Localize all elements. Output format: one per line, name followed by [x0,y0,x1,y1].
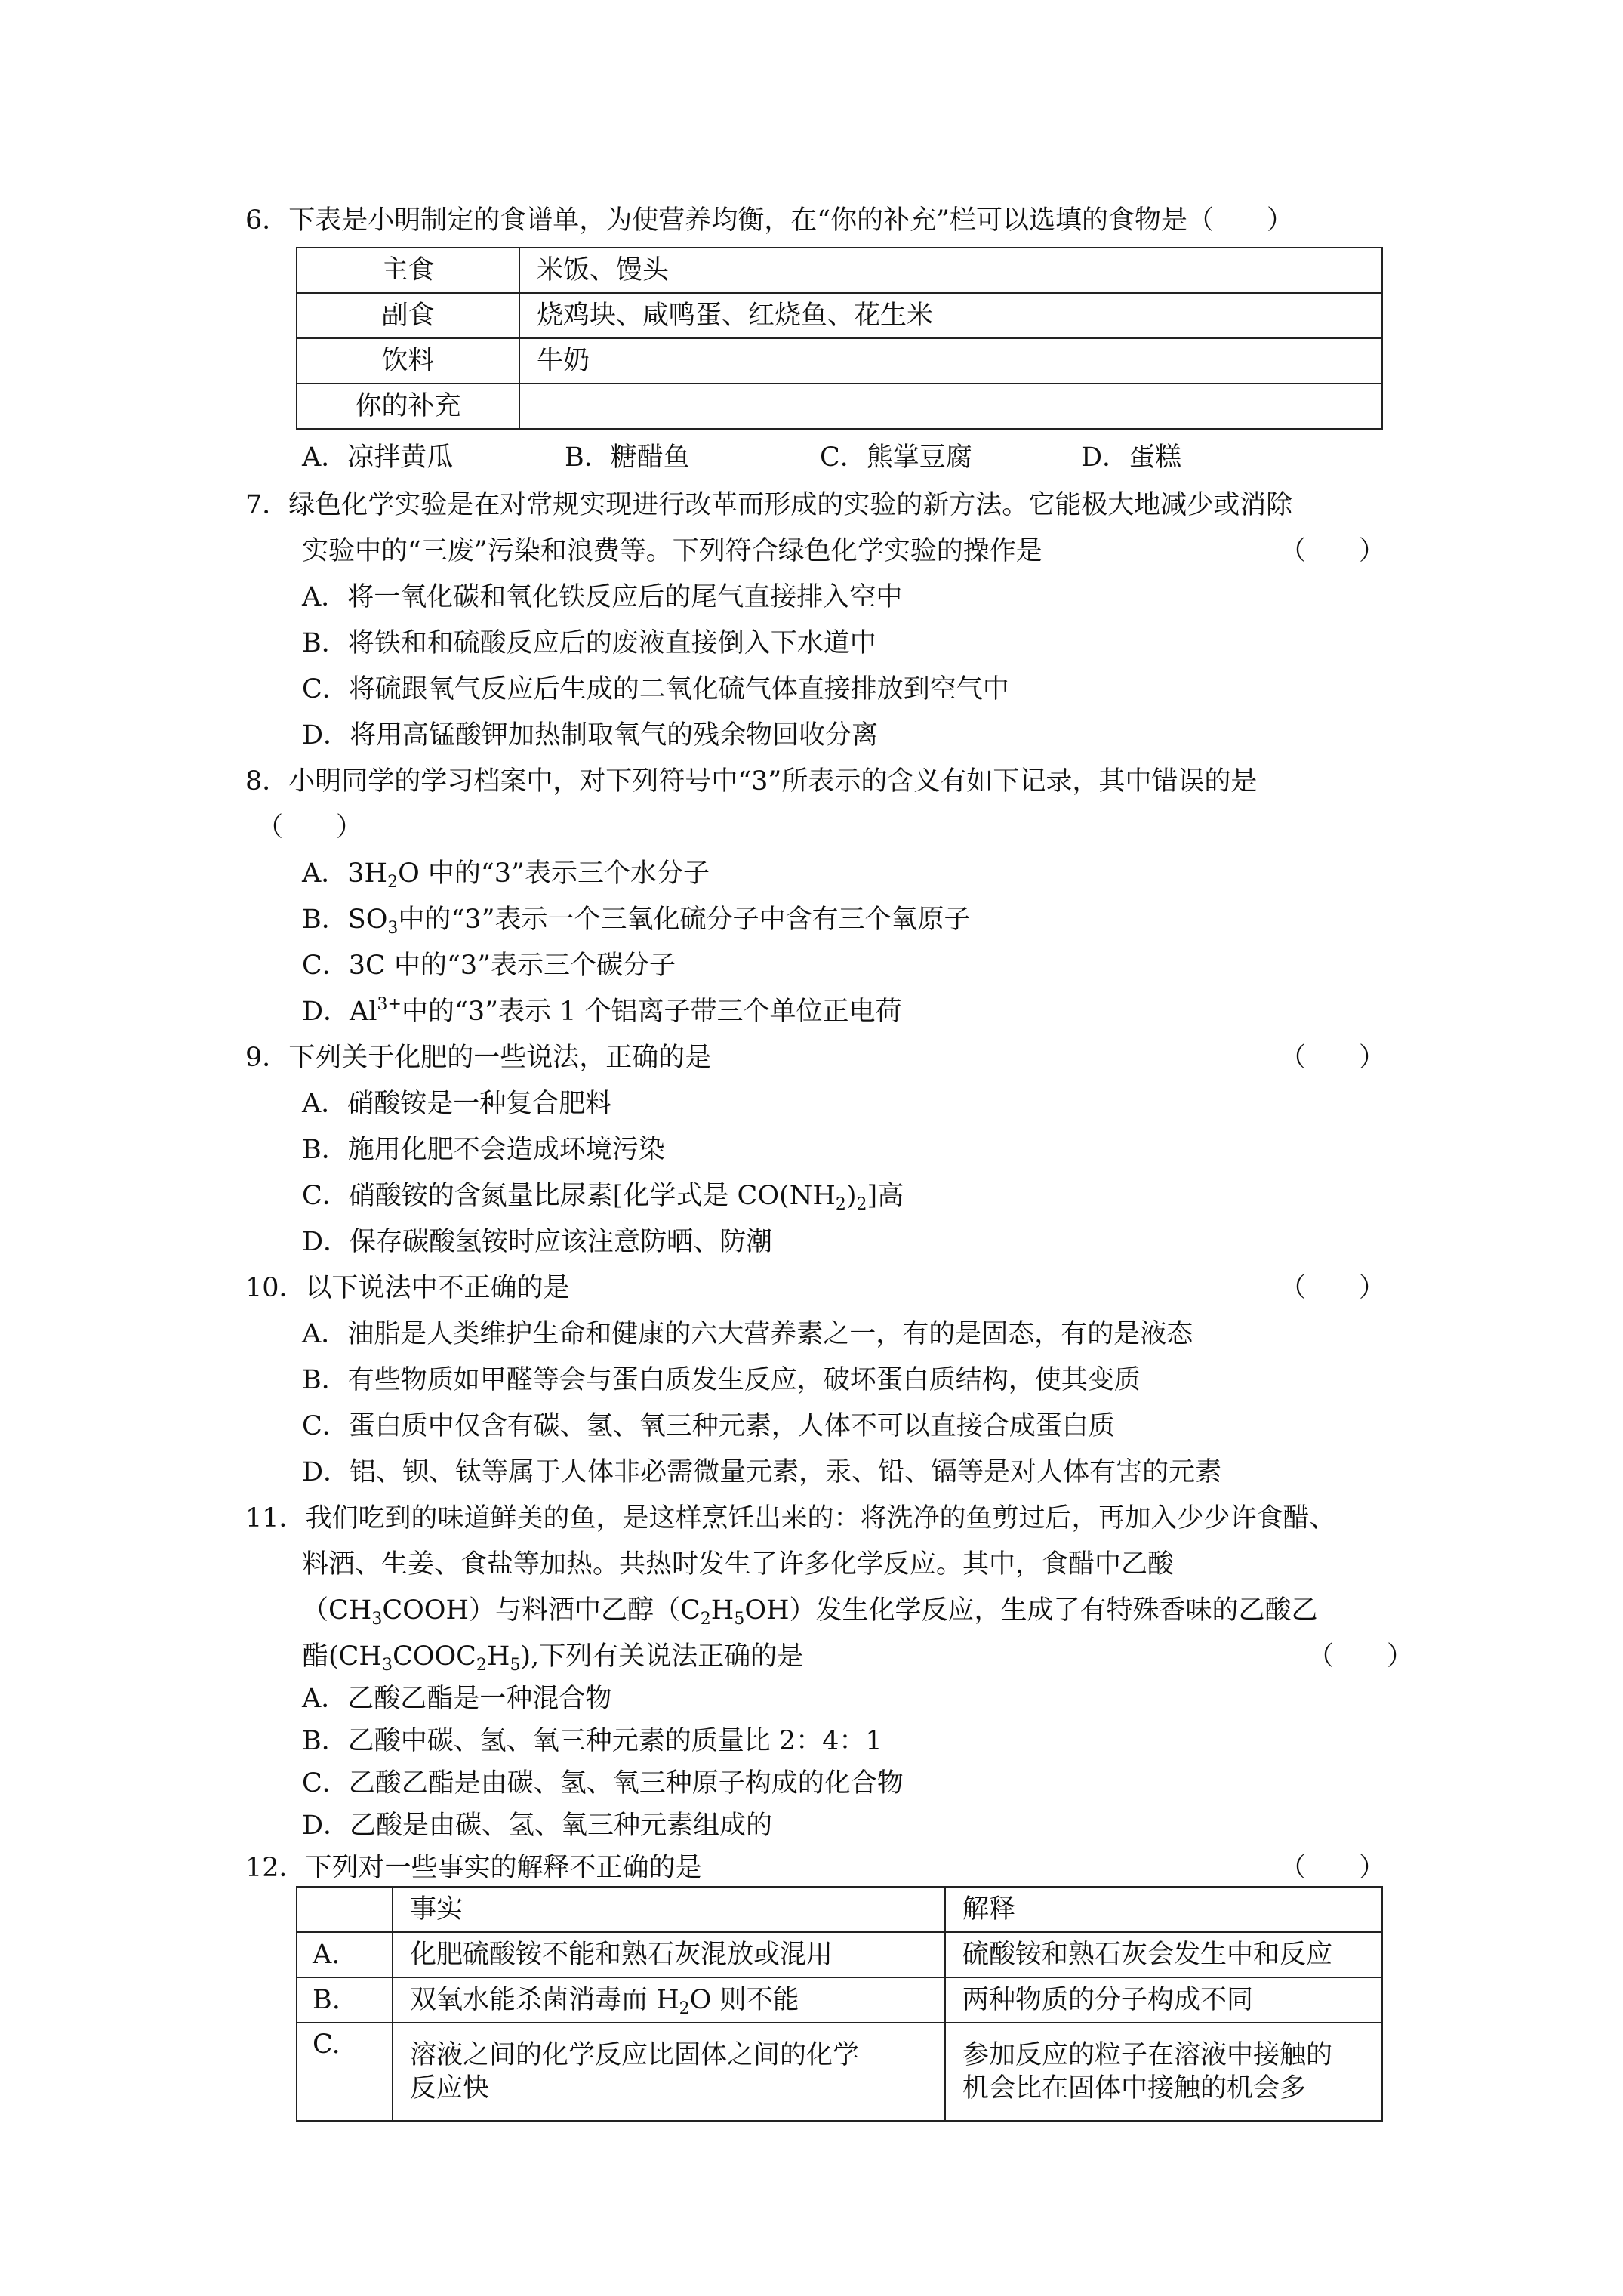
table-cell: 主食 [297,248,519,293]
table-cell: A. [297,1932,393,1977]
q9-answer-paren: （ ） [1280,1043,1386,1073]
q6-stem: 6．下表是小明制定的食谱单，为使营养均衡，在“你的补充”栏可以选填的食物是（ ） [245,205,1294,236]
q10-option-d: D．铝、钡、钛等属于人体非必需微量元素，汞、铅、镉等是对人体有害的元素 [302,1457,1222,1487]
table-cell: 牛奶 [519,338,1382,384]
subscript: 3 [387,919,399,938]
text: C．硝酸铵的含氮量比尿素[化学式是 CO(NH [302,1181,836,1211]
table-row [297,384,1382,429]
subscript: 2 [835,1195,846,1214]
q9-option-b: B．施用化肥不会造成环境污染 [302,1135,665,1165]
q9-option-a: A．硝酸铵是一种复合肥料 [302,1089,612,1119]
q7-option-b: B．将铁和和硫酸反应后的废液直接倒入下水道中 [302,628,876,658]
q6-option-d: D．蛋糕 [1081,442,1182,473]
q9-option-c [302,1179,904,1213]
text: ]高 [867,1181,904,1211]
q7-answer-paren: （ ） [1280,536,1386,566]
q10-answer-paren: （ ） [1280,1273,1386,1303]
text: 酯(CH [302,1641,382,1672]
q8-option-c: C．3C 中的“3”表示三个碳分子 [302,951,676,981]
q7-option-d: D．将用高锰酸钾加热制取氧气的残余物回收分离 [302,720,879,750]
table-row [297,1977,1382,2023]
table-cell [393,2023,945,2121]
table-cell: 你的补充 [297,384,519,429]
text: 双氧水能杀菌消毒而 H [410,1985,679,2015]
q11-option-d: D．乙酸是由碳、氢、氧三种元素组成的 [302,1811,773,1841]
subscript: 3 [381,1656,393,1675]
text: ) [845,1181,857,1211]
table-cell [297,1887,393,1932]
q11-option-c: C．乙酸乙酯是由碳、氢、氧三种原子构成的化合物 [302,1768,904,1798]
subscript: 2 [700,1610,711,1629]
q7-option-c: C．将硫跟氧气反应后生成的二氧化硫气体直接排放到空气中 [302,674,1009,704]
q6-menu-table [296,247,1383,430]
table-row [297,248,1382,293]
table-cell: B. [297,1977,393,2023]
q7-stem-line2: 实验中的“三废”污染和浪费等。下列符合绿色化学实验的操作是 [302,536,1042,566]
q10-option-a: A．油脂是人类维护生命和健康的六大营养素之一，有的是固态，有的是液态 [302,1319,1193,1349]
table-cell: 饮料 [297,338,519,384]
q11-stem-line1: 11．我们吃到的味道鲜美的鱼，是这样烹饪出来的：将洗净的鱼剪过后，再加入少少许食醋、 [245,1503,1336,1533]
table-row [297,293,1382,338]
q11-option-a: A．乙酸乙酯是一种混合物 [302,1684,612,1714]
q7-option-a: A．将一氧化碳和氧化铁反应后的尾气直接排入空中 [302,582,903,612]
q11-stem-line4 [302,1640,803,1673]
text: B．SO [302,905,388,935]
table-header-fact: 事实 [393,1887,945,1932]
q6-option-b: B．糖醋鱼 [565,442,690,473]
q8-stem: 8．小明同学的学习档案中，对下列符号中“3”所表示的含义有如下记录，其中错误的是 [245,766,1258,797]
text: O 中的“3”表示三个水分子 [398,858,710,889]
subscript: 5 [510,1656,521,1675]
q9-option-d: D．保存碳酸氢铵时应该注意防晒、防潮 [302,1227,773,1257]
table-row [297,1887,1382,1932]
table-cell: 米饭、馒头 [519,248,1382,293]
text-line: 参加反应的粒子在溶液中接触的 [962,2040,1333,2070]
text: （CH [302,1595,372,1626]
q10-stem: 10．以下说法中不正确的是 [245,1273,570,1303]
q10-option-c: C．蛋白质中仅含有碳、氢、氧三种元素，人体不可以直接合成蛋白质 [302,1411,1115,1441]
q8-option-b [302,903,970,936]
q11-stem-line2: 料酒、生姜、食盐等加热。共热时发生了许多化学反应。其中，食醋中乙酸 [302,1549,1175,1579]
table-cell [519,384,1382,429]
text: H [710,1595,735,1626]
q6-option-a: A．凉拌黄瓜 [302,442,454,473]
text: COOH）与料酒中乙醇（C [382,1595,701,1626]
table-cell: 两种物质的分子构成不同 [945,1977,1382,2023]
text: H [486,1641,510,1672]
text: COOC [392,1641,476,1672]
text: OH）发生化学反应，生成了有特殊香味的乙酸乙 [744,1595,1318,1626]
text: D．Al [302,997,377,1027]
q8-answer-paren: （ ） [257,812,363,843]
q7-stem-line1: 7．绿色化学实验是在对常规实现进行改革而形成的实验的新方法。它能极大地减少或消除 [245,490,1293,520]
table-row [297,338,1382,384]
table-header-explanation: 解释 [945,1887,1382,1932]
q8-option-a [302,857,710,890]
superscript: 3+ [377,995,402,1014]
table-row [297,2023,1382,2121]
q6-option-c: C．熊掌豆腐 [820,442,972,473]
q9-stem: 9．下列关于化肥的一些说法，正确的是 [245,1043,712,1073]
text-line: 溶液之间的化学反应比固体之间的化学 [410,2040,860,2070]
q11-stem-line3 [302,1594,1318,1627]
table-cell: 副食 [297,293,519,338]
q12-stem: 12．下列对一些事实的解释不正确的是 [245,1853,702,1883]
table-cell [393,1977,945,2023]
q12-answer-paren: （ ） [1280,1853,1386,1883]
subscript: 2 [387,873,399,892]
text: ),下列有关说法正确的是 [520,1641,804,1672]
q10-option-b: B．有些物质如甲醛等会与蛋白质发生反应，破坏蛋白质结构，使其变质 [302,1365,1141,1395]
q8-option-d [302,995,902,1028]
subscript: 3 [371,1610,383,1629]
q11-answer-paren: （ ） [1307,1641,1414,1672]
q11-option-b: B．乙酸中碳、氢、氧三种元素的质量比 2：4：1 [302,1726,882,1756]
table-cell [945,2023,1382,2121]
table-row [297,1932,1382,1977]
subscript: 5 [734,1610,745,1629]
subscript: 2 [856,1195,867,1214]
text: A．3H [302,858,388,889]
subscript: 2 [679,1999,690,2018]
table-cell: 化肥硫酸铵不能和熟石灰混放或混用 [393,1932,945,1977]
q12-facts-table [296,1886,1383,2122]
table-cell: C. [297,2023,393,2121]
text-line: 反应快 [410,2073,490,2103]
text: O 则不能 [689,1985,799,2015]
table-cell: 烧鸡块、咸鸭蛋、红烧鱼、花生米 [519,293,1382,338]
text: 中的“3”表示 1 个铝离子带三个单位正电荷 [401,997,902,1027]
text-line: 机会比在固体中接触的机会多 [962,2073,1307,2103]
text: 中的“3”表示一个三氧化硫分子中含有三个氧原子 [398,905,971,935]
table-cell: 硫酸铵和熟石灰会发生中和反应 [945,1932,1382,1977]
subscript: 2 [476,1656,487,1675]
